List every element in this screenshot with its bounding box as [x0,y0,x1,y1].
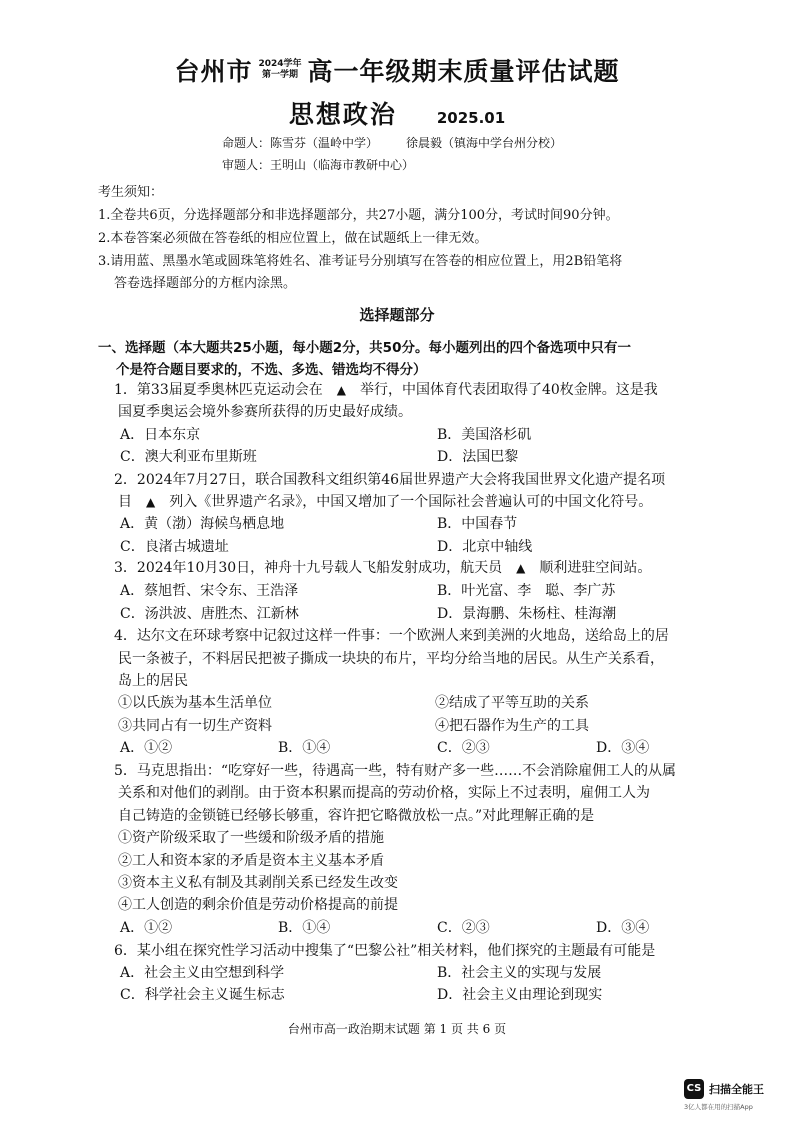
q1-option-d: D．法国巴黎 [437,449,519,465]
q1-option-c: C．澳大利亚布里斯班 [120,449,257,465]
notice-line-2: 2.本卷答案必须做在答卷纸的相应位置上，做在试题纸上一律无效。 [98,231,488,246]
q3-stem-line-1: 3．2024年10月30日，神舟十九号载人飞船发射成功，航天员 ▲ 顺利进驻空间站。 [114,560,652,576]
q5-statement-3: ③资本主义私有制及其剥削关系已经发生改变 [118,875,398,891]
section-instruction-1: 一、选择题（本大题共25小题，每小题2分，共50分。每小题列出的四个备选项中只有一 [98,340,631,356]
blank-marker: ▲ [146,495,156,509]
section-title: 选择题部分 [359,306,435,324]
exam-title [0,52,794,88]
title-term: 2024学年 第一学期 [258,59,302,80]
q4-statement-2: ②结成了平等互助的关系 [435,695,589,711]
q5-stem-line-3: 自己铸造的金锁链已经够长够重，容许把它略微放松一点。”对此理解正确的是 [118,808,595,824]
q5-option-d: D．③④ [596,920,650,936]
exam-subtitle [0,95,794,131]
scanner-tagline: 3亿人都在用的扫描App [684,1103,753,1111]
q1-stem-line-1: 1．第33届夏季奥林匹克运动会在 ▲ 举行，中国体育代表团取得了40枚金牌。这是我 [114,382,658,398]
q1-stem-line-2: 国夏季奥运会境外参赛所获得的历史最好成绩。 [118,404,412,420]
reviewer-line: 审题人：王明山（临海市教研中心） [222,158,415,172]
q2-stem-line-2: 目 ▲ 列入《世界遗产名录》，中国又增加了一个国际社会普遍认可的中国文化符号。 [118,494,653,510]
q4-statement-3: ③共同占有一切生产资料 [118,718,272,734]
q6-option-d: D．社会主义由理论到现实 [437,987,603,1003]
q5-option-b: B．①④ [278,920,331,936]
notice-heading: 考生须知： [98,185,164,200]
exam-date: 2025.01 [436,109,506,127]
q5-option-a: A．①② [120,920,173,936]
q6-option-a: A．社会主义由空想到科学 [120,965,285,981]
blank-marker: ▲ [516,561,526,575]
q5-statement-1: ①资产阶级采取了一些缓和阶级矛盾的措施 [118,830,384,846]
q6-option-b: B．社会主义的实现与发展 [437,965,602,981]
q4-statement-4: ④把石器作为生产的工具 [435,718,589,734]
q4-option-b: B．①④ [278,740,331,756]
q5-stem-line-1: 5．马克思指出：“吃穿好一些，待遇高一些，特有财产多一些……不会消除雇佣工人的从属 [114,763,677,779]
q4-stem-line-1: 4．达尔文在环球考察中记叙过这样一件事：一个欧洲人来到美洲的火地岛，送给岛上的居 [114,628,669,644]
setters-line: 命题人：陈雪芬（温岭中学） 徐晨毅（镇海中学台州分校） [222,136,563,150]
title-city: 台州市 [174,57,253,86]
notice-line-3: 3.请用蓝、黑墨水笔或圆珠笔将姓名、准考证号分别填写在答卷的相应位置上，用2B铅笔将 [98,254,623,269]
q4-stem-line-2: 民一条被子，不料居民把被子撕成一块块的布片，平均分给当地的居民。从生产关系看， [118,651,664,667]
q4-statement-1: ①以氏族为基本生活单位 [118,695,272,711]
q2-stem-line-1: 2．2024年7月27日，联合国教科文组织第46届世界遗产大会将我国世界文化遗产提名项 [114,472,666,488]
q5-stem-line-2: 关系和对他们的剥削。由于资本积累而提高的劳动价格，实际上不过表明，雇佣工人为 [118,785,650,801]
scanner-watermark [684,1079,784,1115]
scanner-brand-name: 扫描全能王 [709,1083,764,1096]
q2-option-d: D．北京中轴线 [437,539,533,555]
section-instruction-2: 个是符合题目要求的，不选、多选、错选均不得分） [116,362,427,378]
q2-option-b: B．中国春节 [437,516,518,532]
q1-option-b: B．美国洛杉矶 [437,427,532,443]
q3-option-a: A．蔡旭哲、宋令东、王浩泽 [120,583,299,599]
q4-option-a: A．①② [120,740,173,756]
q3-option-b: B．叶光富、李 聪、李广苏 [437,583,616,599]
q3-option-d: D．景海鹏、朱杨柱、桂海潮 [437,606,617,622]
q5-option-c: C．②③ [437,920,490,936]
q6-stem-line-1: 6．某小组在探究性学习活动中搜集了“巴黎公社”相关材料，他们探究的主题最有可能是 [114,943,656,959]
blank-marker: ▲ [336,383,346,397]
q5-statement-4: ④工人创造的剩余价值是劳动价格提高的前提 [118,897,398,913]
q1-option-a: A．日本东京 [120,427,201,443]
q4-option-c: C．②③ [437,740,490,756]
q2-option-c: C．良渚古城遗址 [120,539,229,555]
notice-line-4: 答卷选择题部分的方框内涂黑。 [114,276,297,291]
q3-option-c: C．汤洪波、唐胜杰、江新林 [120,606,299,622]
notice-line-1: 1.全卷共6页，分选择题部分和非选择题部分，共27小题，满分100分，考试时间90分钟。 [98,208,619,223]
q2-option-a: A．黄（渤）海候鸟栖息地 [120,516,285,532]
q4-option-d: D．③④ [596,740,650,756]
q4-stem-line-3: 岛上的居民 [118,673,188,689]
title-exam: 高一年级期末质量评估试题 [307,57,620,86]
q5-statement-2: ②工人和资本家的矛盾是资本主义基本矛盾 [118,853,384,869]
q6-option-c: C．科学社会主义诞生标志 [120,987,285,1003]
subject-title: 思想政治 [288,100,397,129]
scanner-logo-icon: CS [684,1079,704,1099]
page-footer: 台州市高一政治期末试题 第 1 页 共 6 页 [287,1022,507,1036]
